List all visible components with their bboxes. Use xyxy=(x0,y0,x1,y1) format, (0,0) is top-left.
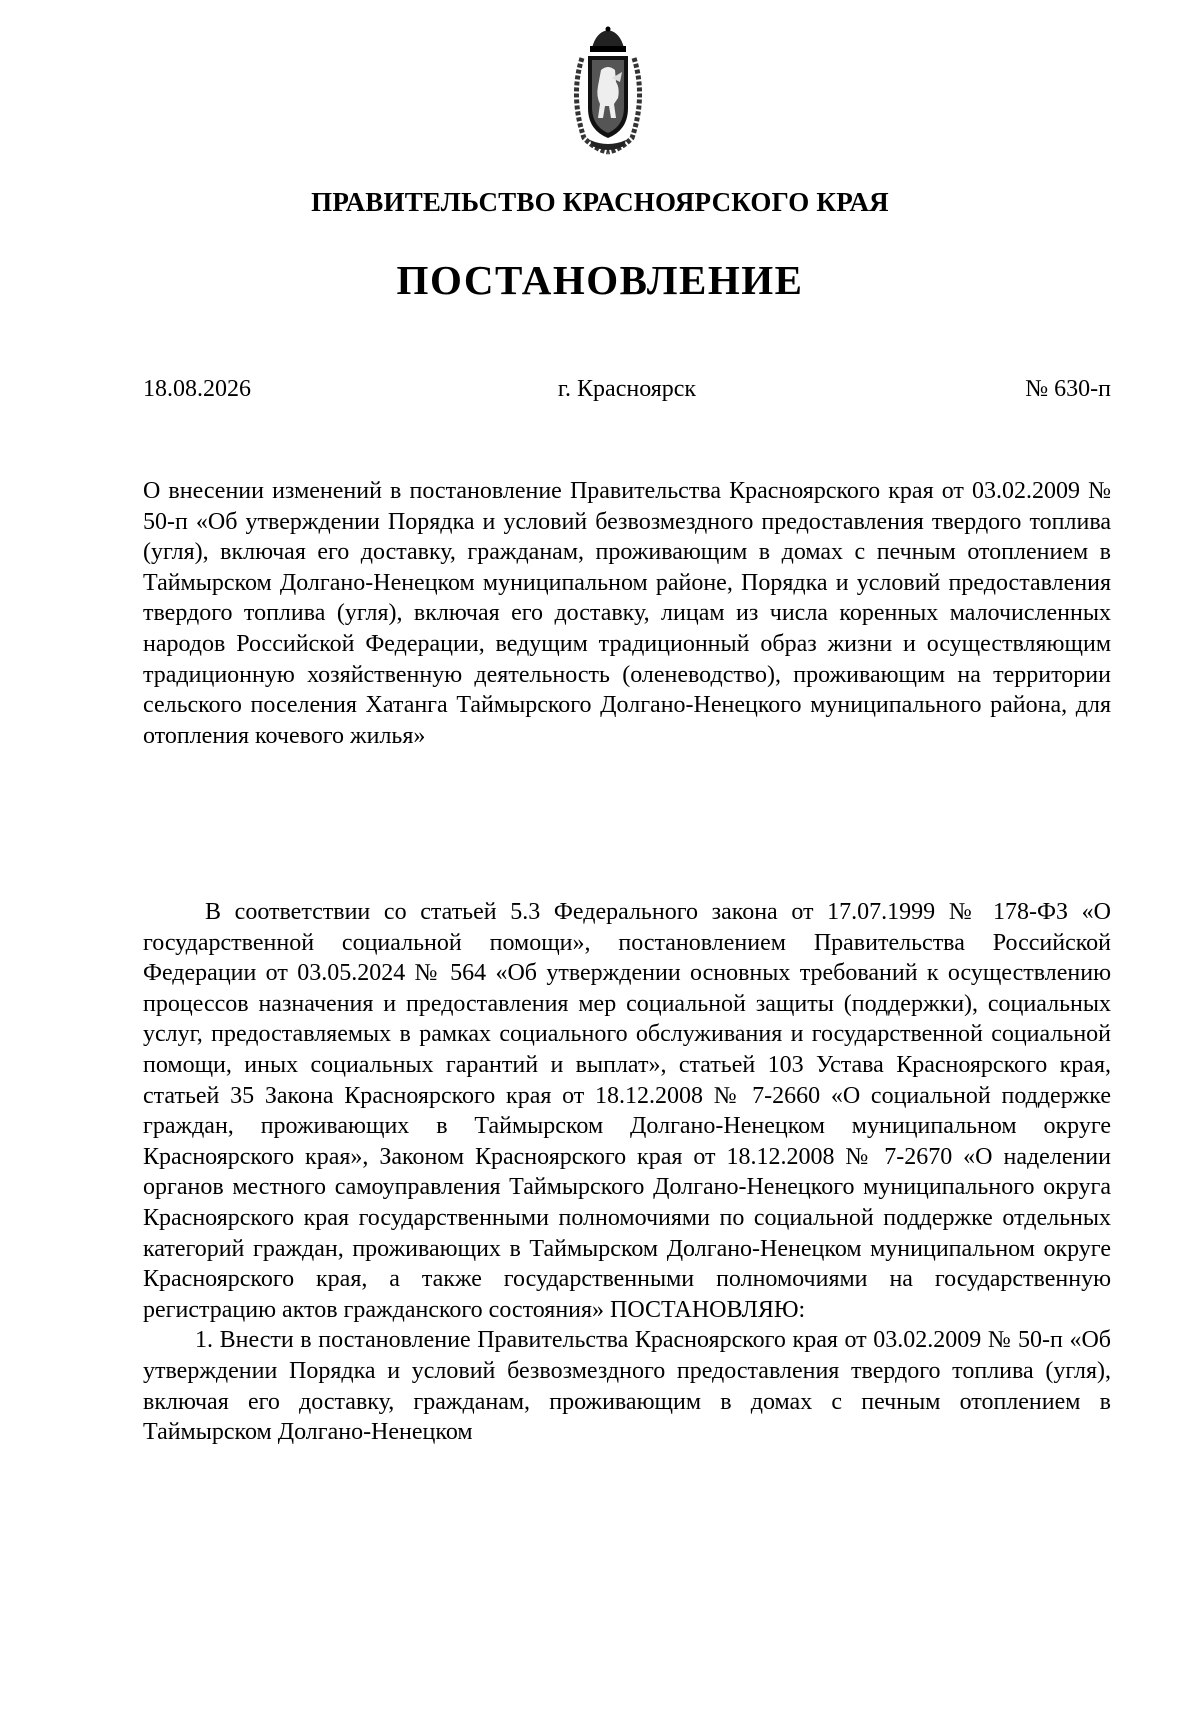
document-number: № 630-п xyxy=(1025,376,1111,402)
preamble-paragraph: В соответствии со статьей 5.3 Федерального закона от 17.07.1999 № 178-ФЗ «О государственной социальной помощи», постановлением Правительства Российской Федерации от 03.05.2024 № 564 «Об утверждении основных требований к осуществлению процессов назначения и предоставления мер социальной защиты (поддержки), социальных услуг, предоставляемых в рамках социального обслуживания и государственной социальной помощи, иных социальных гарантий и выплат», статьей 103 Устава Красноярского края, статьей 35 Закона Красноярского края от 18.12.2008 № 7-2660 «О социальной поддержке граждан, проживающих в Таймырском Долгано-Ненецком муниципальном округе Красноярского края», Законом Красноярского края от 18.12.2008 № 7-2670 «О наделении органов местного самоуправления Таймырского Долгано-Ненецкого муниципального округа Красноярского края государственными полномочиями по социальной поддержке отдельных категорий граждан, проживающих в Таймырском Долгано-Ненецком муниципальном округе Красноярского края, а также государственными полномочиями на государственную регистрацию актов гражданского состояния» ПОСТАНОВЛЯЮ: xyxy=(143,899,1111,1323)
document-type-title: ПОСТАНОВЛЕНИЕ xyxy=(396,257,804,303)
clause-1-paragraph: 1. Внести в постановление Правительства Красноярского края от 03.02.2009 № 50-п «Об утверждении Порядка и условий безвозмездного предоставления твердого топлива (угля), включая его доставку, гражданам, проживающим в домах с печным отоплением в Таймырском Долгано-Ненецком xyxy=(143,1327,1111,1446)
krasnoyarsk-coat-of-arms-icon xyxy=(568,26,648,156)
document-body xyxy=(143,897,1111,1448)
document-subject: О внесении изменений в постановление Правительства Красноярского края от 03.02.2009 № 50-п «Об утверждении Порядка и условий безвозмездного предоставления твердого топлива (угля), включая его доставку, гражданам, проживающим в домах с печным отоплением в Таймырском Долгано-Ненецком муниципальном районе, Порядка и условий предоставления твердого топлива (угля), включая его доставку, лицам из числа коренных малочисленных народов Российской Федерации, ведущим традиционный образ жизни и осуществляющим традиционную хозяйственную деятельность (оленеводство), проживающим на территории сельского поселения Хатанга Таймырского Долгано-Ненецкого муниципального района, для отопления кочевого жилья» xyxy=(143,478,1111,749)
organization-title: ПРАВИТЕЛЬСТВО КРАСНОЯРСКОГО КРАЯ xyxy=(311,187,889,217)
document-city: г. Красноярск xyxy=(557,376,697,402)
document-meta-row xyxy=(143,376,1111,410)
document-date: 18.08.2026 xyxy=(143,376,251,402)
